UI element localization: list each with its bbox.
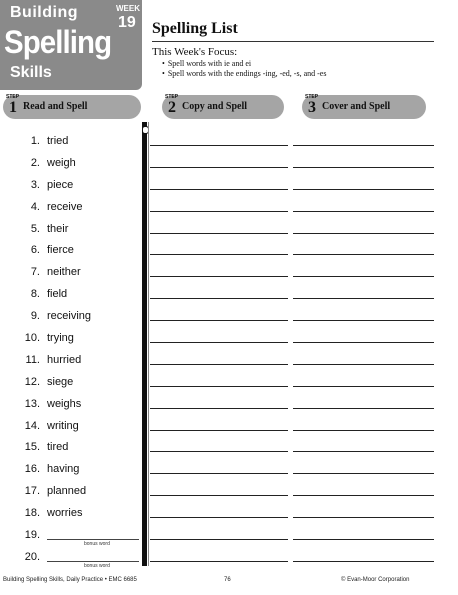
copy-line	[150, 386, 288, 387]
copy-line	[150, 451, 288, 452]
word-number: 8.	[30, 288, 40, 301]
focus-title: This Week's Focus:	[152, 46, 238, 58]
spelling-word: planned	[47, 485, 87, 498]
step-word: STEP	[305, 94, 319, 100]
cover-line	[293, 167, 434, 168]
spelling-word: weigh	[47, 156, 76, 169]
copy-line	[150, 517, 288, 518]
word-row	[0, 503, 142, 525]
word-row	[0, 262, 142, 284]
writing-row	[150, 175, 434, 197]
writing-row	[150, 219, 434, 241]
cover-line	[293, 189, 434, 190]
cover-line	[293, 320, 434, 321]
writing-lines	[150, 131, 434, 569]
cover-line	[293, 364, 434, 365]
footer-copyright: © Evan-Moor Corporation	[341, 577, 410, 583]
writing-row	[150, 350, 434, 372]
spelling-word: siege	[47, 375, 74, 388]
word-number: 17.	[24, 485, 40, 498]
copy-line	[150, 473, 288, 474]
copy-line	[150, 233, 288, 234]
copy-line	[150, 167, 288, 168]
word-row	[0, 350, 142, 372]
word-row	[0, 394, 142, 416]
copy-line	[150, 561, 288, 562]
writing-row	[150, 459, 434, 481]
spelling-word: having	[47, 463, 80, 476]
word-number: 18.	[24, 507, 40, 520]
cover-line	[293, 495, 434, 496]
cover-line	[293, 211, 434, 212]
writing-row	[150, 394, 434, 416]
focus-list	[162, 59, 326, 79]
copy-line	[150, 408, 288, 409]
word-row	[0, 372, 142, 394]
word-row	[0, 197, 142, 219]
writing-row	[150, 372, 434, 394]
word-row	[0, 481, 142, 503]
cover-line	[293, 254, 434, 255]
fold-line	[148, 122, 149, 566]
page-title: Spelling List	[152, 20, 238, 37]
spelling-word: weighs	[47, 397, 82, 410]
bonus-word-label: bonus word	[84, 541, 110, 548]
cover-line	[293, 539, 434, 540]
word-number: 4.	[30, 200, 40, 213]
fold-tab	[142, 122, 147, 566]
writing-row	[150, 240, 434, 262]
cover-line	[293, 342, 434, 343]
step-number: 1	[9, 99, 17, 116]
writing-row	[150, 416, 434, 438]
writing-row	[150, 437, 434, 459]
step-3-header	[302, 95, 426, 119]
word-row	[0, 219, 142, 241]
logo-skills: Skills	[10, 64, 52, 81]
copy-line	[150, 364, 288, 365]
word-number: 3.	[30, 178, 40, 191]
writing-row	[150, 284, 434, 306]
copy-line	[150, 342, 288, 343]
building-spelling-skills-logo	[0, 0, 142, 90]
spelling-word: receive	[47, 200, 83, 213]
cover-line	[293, 386, 434, 387]
step-number: 2	[168, 99, 176, 116]
step-label: Copy and Spell	[182, 101, 248, 112]
spelling-word: receiving	[47, 310, 92, 323]
cover-line	[293, 561, 434, 562]
cover-line	[293, 276, 434, 277]
word-number: 11.	[25, 353, 40, 366]
cover-line	[293, 451, 434, 452]
copy-line	[150, 189, 288, 190]
word-number: 13.	[24, 397, 40, 410]
word-list	[0, 131, 142, 569]
writing-row	[150, 525, 434, 547]
word-row	[0, 175, 142, 197]
bonus-word-row	[0, 525, 142, 547]
step-2-header	[162, 95, 284, 119]
copy-line	[150, 298, 288, 299]
copy-line	[150, 211, 288, 212]
word-row	[0, 437, 142, 459]
writing-row	[150, 153, 434, 175]
writing-row	[150, 481, 434, 503]
spelling-word: field	[47, 288, 68, 301]
copy-line	[150, 145, 288, 146]
word-row	[0, 306, 142, 328]
copy-line	[150, 254, 288, 255]
writing-row	[150, 197, 434, 219]
cover-line	[293, 408, 434, 409]
bonus-word-row	[0, 547, 142, 569]
word-row	[0, 240, 142, 262]
spelling-word: hurried	[47, 353, 82, 366]
cover-line	[293, 430, 434, 431]
step-word: STEP	[165, 94, 179, 100]
cover-line	[293, 298, 434, 299]
bonus-word-line	[47, 539, 139, 540]
page-number: 76	[224, 577, 231, 583]
word-number: 5.	[30, 222, 40, 235]
logo-building: Building	[10, 4, 78, 21]
word-number: 19.	[24, 529, 40, 542]
footer-publication: Building Spelling Skills, Daily Practice • EMC 6685	[3, 577, 137, 583]
word-number: 6.	[30, 244, 40, 257]
week-label: WEEK	[116, 4, 140, 13]
word-row	[0, 153, 142, 175]
word-row	[0, 131, 142, 153]
step-label: Read and Spell	[23, 101, 88, 112]
focus-item: • Spell words with the endings -ing, -ed, -s, and -es	[162, 69, 326, 79]
writing-row	[150, 328, 434, 350]
cover-line	[293, 473, 434, 474]
writing-row	[150, 131, 434, 153]
logo-spelling: Spelling	[4, 24, 112, 60]
writing-row	[150, 262, 434, 284]
writing-row	[150, 547, 434, 569]
week-number: 19	[118, 14, 136, 31]
spelling-word: neither	[47, 266, 81, 279]
word-row	[0, 328, 142, 350]
writing-row	[150, 503, 434, 525]
step-word: STEP	[6, 94, 20, 100]
focus-item: • Spell words with ie and ei	[162, 59, 326, 69]
spelling-word: writing	[47, 419, 79, 432]
word-row	[0, 284, 142, 306]
word-number: 16.	[24, 463, 40, 476]
copy-line	[150, 320, 288, 321]
copy-line	[150, 539, 288, 540]
copy-line	[150, 495, 288, 496]
cover-line	[293, 517, 434, 518]
word-number: 15.	[24, 441, 40, 454]
spelling-word: worries	[47, 507, 83, 520]
word-number: 9.	[30, 310, 40, 323]
word-number: 2.	[30, 156, 40, 169]
title-rule	[152, 41, 434, 42]
cover-line	[293, 145, 434, 146]
copy-line	[150, 276, 288, 277]
writing-row	[150, 306, 434, 328]
bonus-word-label: bonus word	[84, 562, 110, 569]
word-number: 12.	[24, 375, 40, 388]
word-number: 7.	[30, 266, 40, 279]
spelling-word: tired	[47, 441, 69, 454]
cover-line	[293, 233, 434, 234]
word-number: 14.	[24, 419, 40, 432]
copy-line	[150, 430, 288, 431]
spelling-word: their	[47, 222, 69, 235]
spelling-word: trying	[47, 332, 74, 345]
spelling-word: tried	[47, 135, 69, 147]
spelling-word: fierce	[47, 244, 74, 257]
word-row	[0, 459, 142, 481]
word-number: 10.	[24, 332, 40, 345]
word-row	[0, 416, 142, 438]
step-1-header	[3, 95, 141, 119]
spelling-word: piece	[47, 178, 74, 191]
word-number: 1.	[30, 135, 40, 147]
step-label: Cover and Spell	[322, 101, 391, 112]
step-number: 3	[308, 99, 316, 116]
bonus-word-line	[47, 561, 139, 562]
word-number: 20.	[24, 550, 40, 563]
